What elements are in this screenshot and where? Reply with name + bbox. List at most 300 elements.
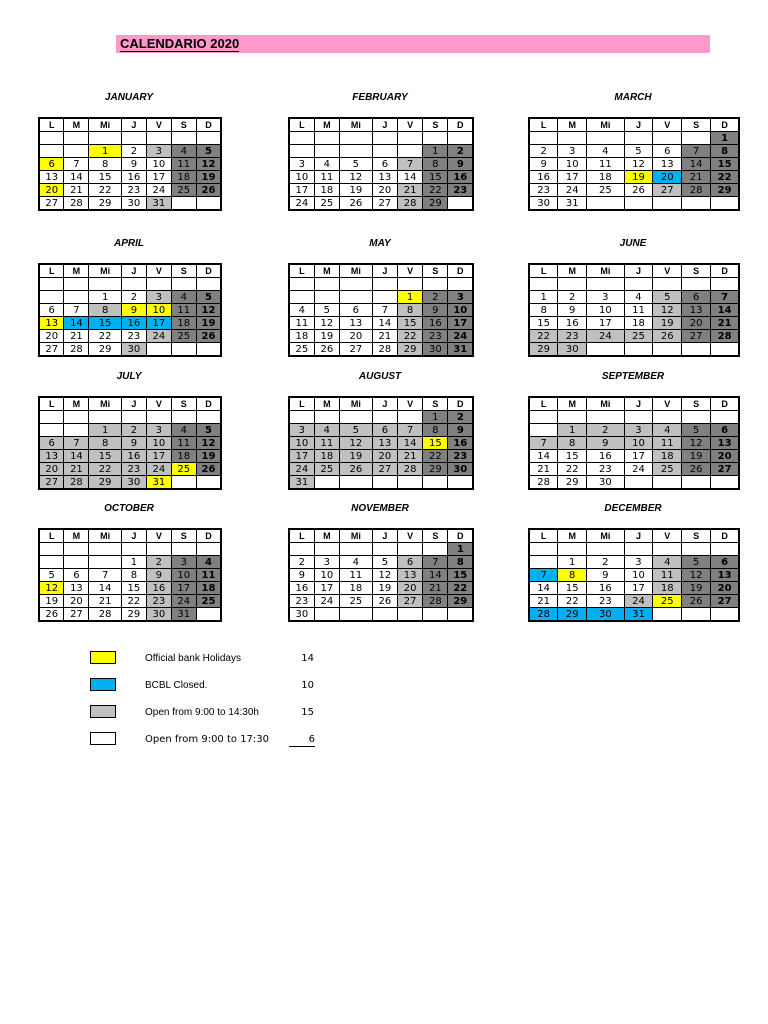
month-name-march: MARCH [614, 92, 652, 103]
day-cell: 16 [448, 171, 473, 184]
day-cell: 14 [64, 317, 89, 330]
day-cell: 7 [372, 304, 397, 317]
weekday-header: M [64, 118, 89, 132]
day-cell: 16 [423, 317, 448, 330]
empty-cell [64, 278, 89, 291]
weekday-header: L [529, 118, 558, 132]
empty-cell [146, 411, 171, 424]
week-row [529, 582, 739, 595]
weekday-header: Mi [339, 264, 372, 278]
month-table-october [38, 528, 222, 622]
day-cell: 19 [196, 317, 221, 330]
day-cell: 11 [314, 437, 339, 450]
month-table-april [38, 263, 222, 357]
legend-count-short-day: 15 [301, 707, 314, 718]
empty-cell [448, 278, 473, 291]
empty-cell [448, 132, 473, 145]
day-cell: 23 [529, 184, 558, 197]
weekday-header: M [64, 264, 89, 278]
empty-cell [710, 608, 739, 622]
day-cell: 10 [289, 171, 314, 184]
day-cell: 2 [448, 411, 473, 424]
weekday-header: D [710, 529, 739, 543]
week-row [39, 343, 221, 357]
day-cell: 27 [682, 330, 711, 343]
day-cell: 8 [89, 158, 122, 171]
day-cell: 24 [289, 197, 314, 211]
empty-cell [529, 424, 558, 437]
empty-cell [314, 411, 339, 424]
day-cell: 12 [196, 437, 221, 450]
week-row [39, 158, 221, 171]
day-cell: 6 [39, 304, 64, 317]
day-cell: 27 [710, 595, 739, 608]
empty-cell [289, 278, 314, 291]
day-cell: 25 [653, 463, 682, 476]
day-cell: 28 [423, 595, 448, 608]
empty-cell [558, 132, 587, 145]
week-row [289, 569, 473, 582]
day-cell: 13 [653, 158, 682, 171]
day-cell: 3 [624, 556, 653, 569]
day-cell: 5 [682, 556, 711, 569]
week-row [529, 291, 739, 304]
empty-cell [289, 132, 314, 145]
empty-cell [682, 197, 711, 211]
day-cell: 30 [146, 608, 171, 622]
day-cell: 7 [64, 304, 89, 317]
empty-cell [682, 411, 711, 424]
calendar-title: CALENDARIO 2020 [120, 36, 240, 51]
day-cell: 24 [587, 330, 625, 343]
empty-cell [196, 476, 221, 490]
day-cell: 26 [314, 343, 339, 357]
legend-swatch-closed [90, 678, 116, 691]
day-cell: 2 [121, 145, 146, 158]
weekday-header: M [64, 397, 89, 411]
week-row [39, 476, 221, 490]
day-cell: 1 [423, 411, 448, 424]
day-cell: 18 [587, 171, 625, 184]
empty-cell [121, 132, 146, 145]
week-row [289, 330, 473, 343]
day-cell: 1 [89, 424, 122, 437]
day-cell: 16 [121, 450, 146, 463]
day-cell: 23 [558, 330, 587, 343]
day-cell: 24 [624, 463, 653, 476]
day-cell: 30 [121, 343, 146, 357]
day-cell: 23 [587, 463, 625, 476]
day-cell: 17 [171, 582, 196, 595]
day-cell: 18 [171, 317, 196, 330]
weekday-header: V [398, 264, 423, 278]
day-cell: 6 [653, 145, 682, 158]
weekday-header: L [39, 397, 64, 411]
month-name-august: AUGUST [358, 371, 402, 382]
day-cell: 1 [423, 145, 448, 158]
day-cell: 8 [710, 145, 739, 158]
day-cell: 10 [624, 437, 653, 450]
month-name-september: SEPTEMBER [601, 371, 665, 382]
day-cell: 7 [398, 158, 423, 171]
day-cell: 11 [587, 158, 625, 171]
empty-cell [529, 556, 558, 569]
day-cell: 27 [710, 463, 739, 476]
day-cell: 5 [196, 145, 221, 158]
empty-cell [448, 608, 473, 622]
day-cell: 1 [558, 424, 587, 437]
week-row [529, 595, 739, 608]
day-cell: 29 [423, 463, 448, 476]
empty-cell [558, 411, 587, 424]
day-cell: 25 [289, 343, 314, 357]
empty-cell [196, 543, 221, 556]
day-cell: 20 [39, 184, 64, 197]
day-cell: 3 [448, 291, 473, 304]
day-cell: 22 [398, 330, 423, 343]
day-cell: 29 [423, 197, 448, 211]
day-cell: 7 [710, 291, 739, 304]
day-cell: 7 [64, 158, 89, 171]
empty-cell [423, 132, 448, 145]
day-cell: 18 [196, 582, 221, 595]
day-cell: 11 [196, 569, 221, 582]
day-cell: 9 [121, 437, 146, 450]
day-cell: 20 [398, 582, 423, 595]
empty-cell [289, 145, 314, 158]
empty-cell [529, 543, 558, 556]
empty-cell [64, 145, 89, 158]
empty-cell [372, 543, 397, 556]
empty-cell [39, 145, 64, 158]
day-cell: 15 [558, 582, 587, 595]
month-name-december: DECEMBER [604, 503, 662, 514]
day-cell: 17 [558, 171, 587, 184]
day-cell: 17 [587, 317, 625, 330]
day-cell: 28 [529, 476, 558, 490]
empty-cell [314, 291, 339, 304]
day-cell: 24 [558, 184, 587, 197]
empty-cell [314, 278, 339, 291]
week-row [529, 197, 739, 211]
empty-cell [314, 132, 339, 145]
week-row [529, 437, 739, 450]
day-cell: 30 [529, 197, 558, 211]
day-cell: 10 [146, 437, 171, 450]
day-cell: 4 [339, 556, 372, 569]
day-cell: 13 [39, 317, 64, 330]
day-cell: 25 [653, 595, 682, 608]
day-cell: 6 [39, 437, 64, 450]
empty-cell [624, 278, 653, 291]
day-cell: 28 [372, 343, 397, 357]
day-cell: 22 [558, 595, 587, 608]
day-cell: 28 [682, 184, 711, 197]
week-row [289, 184, 473, 197]
day-cell: 25 [314, 197, 339, 211]
day-cell: 29 [121, 608, 146, 622]
month-table-september [528, 396, 740, 490]
day-cell: 26 [196, 330, 221, 343]
day-cell: 16 [587, 450, 625, 463]
empty-cell [398, 278, 423, 291]
week-row [529, 145, 739, 158]
week-row [289, 582, 473, 595]
day-cell: 12 [372, 569, 397, 582]
empty-cell [64, 543, 89, 556]
day-cell: 30 [587, 476, 625, 490]
empty-cell [587, 411, 625, 424]
day-cell: 24 [314, 595, 339, 608]
day-cell: 6 [710, 556, 739, 569]
weekday-header: L [289, 264, 314, 278]
empty-cell [339, 132, 372, 145]
month-name-february: FEBRUARY [352, 92, 408, 103]
day-cell: 17 [289, 184, 314, 197]
empty-cell [682, 476, 711, 490]
weekday-header: D [448, 118, 473, 132]
day-cell: 1 [529, 291, 558, 304]
empty-cell [289, 543, 314, 556]
day-cell: 29 [398, 343, 423, 357]
day-cell: 8 [558, 569, 587, 582]
legend-label-holiday: Official bank Holidays [145, 653, 241, 664]
weekday-header: Mi [89, 529, 122, 543]
week-row [289, 304, 473, 317]
day-cell: 19 [624, 171, 653, 184]
day-cell: 23 [121, 330, 146, 343]
day-cell: 5 [339, 158, 372, 171]
day-cell: 25 [587, 184, 625, 197]
day-cell: 16 [448, 437, 473, 450]
empty-cell [64, 132, 89, 145]
empty-cell [171, 476, 196, 490]
weekday-header: L [39, 118, 64, 132]
empty-cell [558, 278, 587, 291]
day-cell: 23 [448, 184, 473, 197]
week-row [39, 330, 221, 343]
empty-cell [171, 343, 196, 357]
day-cell: 21 [710, 317, 739, 330]
day-cell: 27 [64, 608, 89, 622]
day-cell: 4 [171, 291, 196, 304]
weekday-header: D [710, 118, 739, 132]
week-row [289, 556, 473, 569]
empty-cell [682, 343, 711, 357]
day-cell: 28 [398, 463, 423, 476]
day-cell: 30 [423, 343, 448, 357]
week-row [39, 145, 221, 158]
weekday-header: M [314, 529, 339, 543]
weekday-header: J [624, 529, 653, 543]
day-cell: 24 [146, 463, 171, 476]
day-cell: 13 [39, 171, 64, 184]
weekday-header: D [448, 397, 473, 411]
day-cell: 24 [146, 330, 171, 343]
week-row [39, 424, 221, 437]
day-cell: 21 [529, 595, 558, 608]
day-cell: 16 [121, 317, 146, 330]
day-cell: 6 [398, 556, 423, 569]
day-cell: 31 [289, 476, 314, 490]
empty-cell [372, 411, 397, 424]
day-cell: 9 [146, 569, 171, 582]
empty-cell [398, 411, 423, 424]
day-cell: 21 [529, 463, 558, 476]
weekday-header: S [682, 118, 711, 132]
day-cell: 2 [121, 291, 146, 304]
weekday-header: Mi [587, 118, 625, 132]
day-cell: 16 [289, 582, 314, 595]
weekday-header: Mi [89, 397, 122, 411]
day-cell: 4 [196, 556, 221, 569]
day-cell: 21 [398, 450, 423, 463]
day-cell: 15 [423, 171, 448, 184]
weekday-header: D [196, 118, 221, 132]
day-cell: 29 [89, 343, 122, 357]
empty-cell [653, 608, 682, 622]
day-cell: 11 [314, 171, 339, 184]
day-cell: 19 [682, 582, 711, 595]
week-row [39, 197, 221, 211]
day-cell: 12 [314, 317, 339, 330]
empty-cell [314, 145, 339, 158]
empty-cell [587, 197, 625, 211]
day-cell: 27 [653, 184, 682, 197]
weekday-header: L [289, 529, 314, 543]
day-cell: 2 [448, 145, 473, 158]
day-cell: 7 [529, 437, 558, 450]
day-cell: 20 [64, 595, 89, 608]
empty-cell [39, 543, 64, 556]
empty-cell [89, 411, 122, 424]
day-cell: 15 [558, 450, 587, 463]
day-cell: 16 [121, 171, 146, 184]
empty-cell [372, 145, 397, 158]
day-cell: 18 [314, 184, 339, 197]
day-cell: 26 [339, 463, 372, 476]
empty-cell [196, 197, 221, 211]
day-cell: 5 [339, 424, 372, 437]
day-cell: 17 [146, 317, 171, 330]
day-cell: 25 [314, 463, 339, 476]
day-cell: 18 [653, 450, 682, 463]
day-cell: 10 [558, 158, 587, 171]
day-cell: 6 [372, 158, 397, 171]
week-row [529, 132, 739, 145]
weekday-header: J [624, 397, 653, 411]
day-cell: 6 [39, 158, 64, 171]
week-row [39, 463, 221, 476]
week-row [529, 608, 739, 622]
weekday-header: J [624, 264, 653, 278]
empty-cell [39, 411, 64, 424]
week-row [289, 411, 473, 424]
day-cell: 15 [89, 317, 122, 330]
week-row [529, 158, 739, 171]
day-cell: 13 [39, 450, 64, 463]
week-row [529, 317, 739, 330]
empty-cell [171, 132, 196, 145]
weekday-header: J [372, 397, 397, 411]
weekday-header: J [121, 118, 146, 132]
empty-cell [39, 291, 64, 304]
day-cell: 28 [710, 330, 739, 343]
day-cell: 28 [64, 343, 89, 357]
day-cell: 20 [710, 450, 739, 463]
day-cell: 3 [146, 145, 171, 158]
day-cell: 5 [653, 291, 682, 304]
empty-cell [196, 608, 221, 622]
day-cell: 1 [710, 132, 739, 145]
day-cell: 9 [448, 158, 473, 171]
day-cell: 5 [196, 291, 221, 304]
weekday-header: M [558, 529, 587, 543]
day-cell: 1 [558, 556, 587, 569]
day-cell: 19 [339, 450, 372, 463]
day-cell: 14 [529, 450, 558, 463]
day-cell: 19 [339, 184, 372, 197]
week-row [39, 171, 221, 184]
weekday-header: J [624, 118, 653, 132]
day-cell: 18 [653, 582, 682, 595]
week-row [529, 556, 739, 569]
day-cell: 30 [558, 343, 587, 357]
day-cell: 6 [64, 569, 89, 582]
month-table-august [288, 396, 474, 490]
day-cell: 28 [529, 608, 558, 622]
weekday-header: M [558, 118, 587, 132]
empty-cell [423, 476, 448, 490]
day-cell: 1 [89, 145, 122, 158]
empty-cell [171, 543, 196, 556]
day-cell: 4 [289, 304, 314, 317]
day-cell: 8 [529, 304, 558, 317]
empty-cell [89, 556, 122, 569]
day-cell: 5 [624, 145, 653, 158]
empty-cell [121, 411, 146, 424]
day-cell: 20 [372, 450, 397, 463]
weekday-header: J [372, 264, 397, 278]
empty-cell [448, 476, 473, 490]
week-row [39, 595, 221, 608]
empty-cell [423, 608, 448, 622]
weekday-header: M [314, 397, 339, 411]
empty-cell [398, 543, 423, 556]
day-cell: 31 [171, 608, 196, 622]
day-cell: 27 [372, 463, 397, 476]
weekday-header: D [710, 397, 739, 411]
empty-cell [653, 476, 682, 490]
day-cell: 29 [89, 476, 122, 490]
empty-cell [653, 278, 682, 291]
day-cell: 14 [682, 158, 711, 171]
day-cell: 10 [624, 569, 653, 582]
day-cell: 18 [339, 582, 372, 595]
day-cell: 14 [372, 317, 397, 330]
day-cell: 24 [289, 463, 314, 476]
empty-cell [653, 343, 682, 357]
day-cell: 12 [653, 304, 682, 317]
day-cell: 21 [64, 463, 89, 476]
empty-cell [339, 476, 372, 490]
day-cell: 5 [372, 556, 397, 569]
day-cell: 29 [558, 476, 587, 490]
day-cell: 23 [587, 595, 625, 608]
day-cell: 12 [624, 158, 653, 171]
weekday-header: Mi [587, 529, 625, 543]
day-cell: 20 [653, 171, 682, 184]
